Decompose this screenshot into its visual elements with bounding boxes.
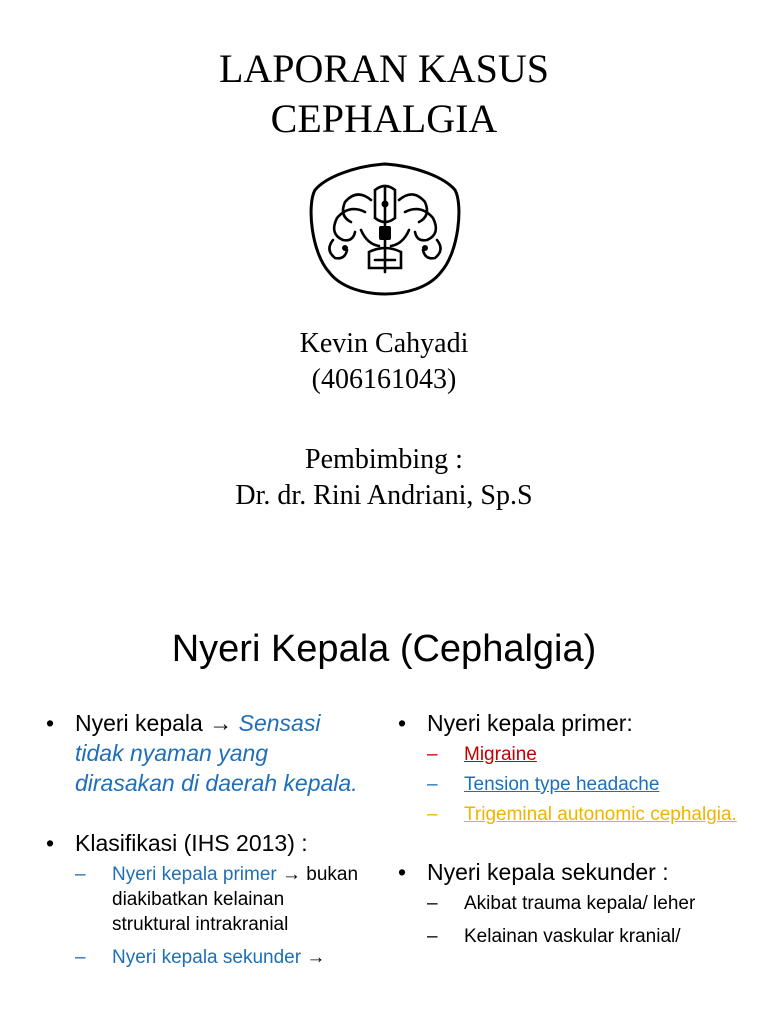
definition-term: Nyeri kepala → — [75, 710, 233, 736]
definition-bullet — [46, 708, 366, 798]
arrow-icon: → — [282, 864, 302, 885]
primary-type-link[interactable]: Trigeminal autonomic cephalgia. — [464, 804, 737, 825]
secondary-list — [398, 891, 748, 949]
secondary-list-item: – Akibat trauma kepala/ leher — [427, 893, 696, 914]
primary-type-link[interactable]: Migraine — [464, 744, 537, 765]
primary-list-item: – Migraine — [427, 744, 537, 765]
sub-description: bukan diakibatkan kelainan struktural intrakranial — [112, 864, 359, 935]
primary-bullet: • Nyeri kepala primer: — [398, 708, 748, 738]
right-column — [398, 708, 748, 949]
secondary-item-text: Kelainan vaskular kranial/ — [464, 926, 681, 947]
classification-list — [46, 862, 366, 970]
title-line-2: CEPHALGIA — [270, 96, 498, 141]
definition-text: Sensasi tidak nyaman yang dirasakan di daerah kepala. — [75, 710, 358, 796]
sub-term: Nyeri kepala primer — [112, 864, 277, 885]
secondary-bullet: • Nyeri kepala sekunder : — [398, 857, 748, 887]
sub-term: Nyeri kepala sekunder — [112, 947, 302, 968]
title-line-1: LAPORAN KASUS — [218, 46, 550, 91]
list-item: – Nyeri kepala primer → bukan diakibatkan kelainan struktural intrakranial — [75, 864, 359, 935]
arrow-icon: → — [306, 947, 326, 968]
supervisor-name: Dr. dr. Rini Andriani, Sp.S — [235, 480, 533, 511]
primary-list-item: – Tension type headache — [427, 774, 660, 795]
university-crest-icon — [305, 160, 465, 300]
slide-heading: Nyeri Kepala (Cephalgia) — [171, 628, 597, 670]
supervisor-block — [0, 442, 768, 514]
left-column — [46, 708, 366, 970]
secondary-item-text: Akibat trauma kepala/ leher — [464, 893, 696, 914]
author-id: (406161043) — [311, 364, 457, 395]
secondary-list-item: – Kelainan vaskular kranial/ — [427, 926, 681, 947]
content-slide — [0, 576, 768, 1024]
slide-title — [0, 44, 768, 144]
classification-bullet: • Klasifikasi (IHS 2013) : — [46, 828, 366, 858]
list-item: – Nyeri kepala sekunder → — [75, 947, 326, 968]
author-block — [0, 326, 768, 398]
primary-type-link[interactable]: Tension type headache — [464, 774, 660, 795]
supervisor-label: Pembimbing : — [305, 444, 463, 475]
author-name: Kevin Cahyadi — [299, 328, 469, 359]
primary-list — [398, 742, 748, 827]
primary-list-item: – Trigeminal autonomic cephalgia. — [427, 804, 737, 825]
